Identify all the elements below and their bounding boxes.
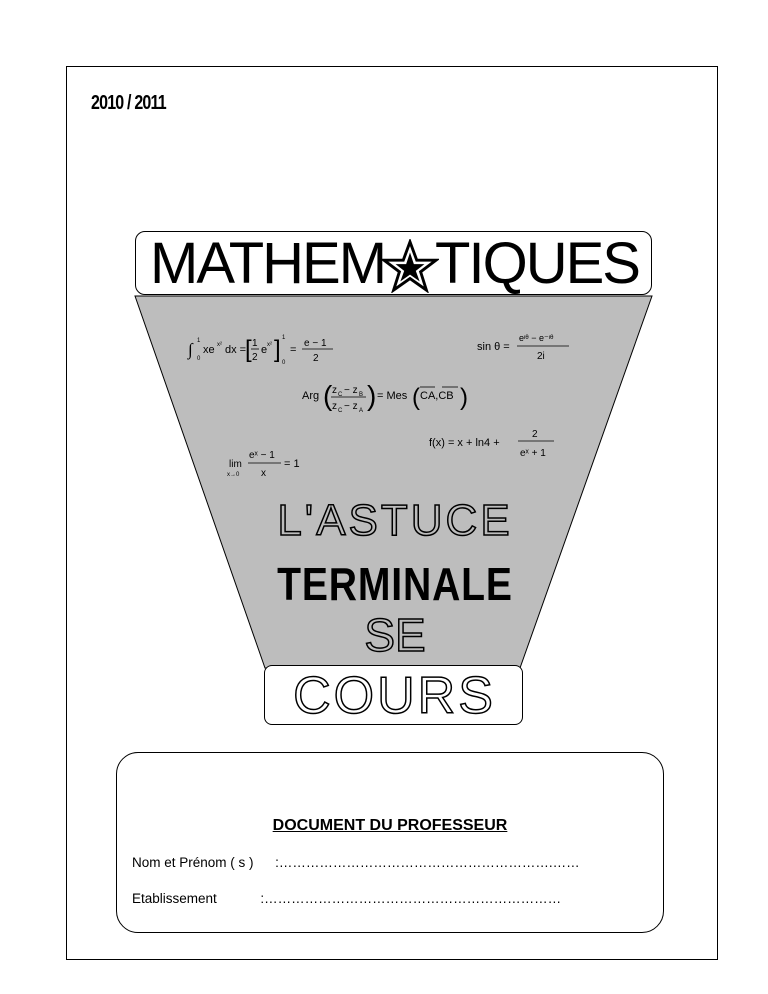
- svg-text:C: C: [338, 408, 343, 414]
- formula-integral: [188, 330, 338, 376]
- name-label: Nom et Prénom ( s ): [132, 855, 254, 870]
- svg-text:lim: lim: [229, 459, 242, 470]
- svg-text:xe: xe: [203, 344, 215, 356]
- svg-text:2: 2: [532, 429, 538, 440]
- title-part-1: MATHEM: [150, 231, 386, 296]
- svg-text:): ): [460, 384, 468, 411]
- formula-arg: [302, 378, 482, 422]
- subtitle-terminale: TERMINALE: [277, 558, 513, 610]
- svg-text:2: 2: [313, 353, 319, 364]
- svg-text:− z: − z: [344, 385, 358, 396]
- svg-text:f(x) = x + ln4 +: f(x) = x + ln4 +: [429, 437, 500, 449]
- name-field: [132, 855, 580, 870]
- svg-text:dx =: dx =: [225, 344, 247, 356]
- svg-text:sin θ =: sin θ =: [477, 341, 510, 353]
- svg-text:x²: x²: [267, 342, 272, 348]
- svg-text:2i: 2i: [537, 351, 545, 362]
- document-title: DOCUMENT DU PROFESSEUR: [272, 817, 508, 834]
- subtitle-se: SE: [364, 609, 426, 661]
- school-field: [132, 891, 561, 906]
- svg-text:1: 1: [252, 338, 258, 349]
- svg-text:∫: ∫: [188, 340, 193, 359]
- section-title: COURS: [293, 667, 496, 725]
- svg-text:C: C: [338, 392, 343, 398]
- name-dots: :…………………………………………………….……: [275, 855, 580, 870]
- svg-text:e: e: [261, 344, 268, 356]
- title-part-2: TIQUES: [435, 231, 639, 296]
- svg-text:eᶦᶿ − e⁻ᶦᶿ: eᶦᶿ − e⁻ᶦᶿ: [519, 333, 554, 343]
- svg-text:Arg: Arg: [302, 390, 320, 402]
- title-banner: [135, 231, 652, 295]
- svg-text:(: (: [412, 384, 420, 411]
- section-banner: [264, 665, 523, 725]
- svg-text:− z: − z: [344, 401, 358, 412]
- svg-text:CA,CB: CA,CB: [420, 390, 454, 402]
- svg-text:0: 0: [282, 360, 286, 366]
- svg-text:e − 1: e − 1: [304, 338, 327, 349]
- formula-sin: [477, 328, 577, 372]
- svg-text:eˣ + 1: eˣ + 1: [520, 448, 546, 459]
- svg-text:x²: x²: [217, 342, 222, 348]
- svg-text:A: A: [359, 408, 364, 414]
- svg-text:]: ]: [274, 336, 281, 363]
- formula-lim: [227, 446, 327, 490]
- svg-text:2: 2: [252, 352, 258, 363]
- svg-text:z: z: [332, 385, 337, 396]
- svg-text:= 1: = 1: [284, 458, 300, 470]
- formula-f: [429, 426, 559, 470]
- svg-text:): ): [367, 380, 377, 411]
- main-title: [136, 232, 653, 296]
- school-dots: :…………………………………………………………: [260, 891, 562, 906]
- svg-text:[: [: [245, 336, 252, 363]
- star-a-icon: [381, 239, 439, 293]
- svg-text:eˣ − 1: eˣ − 1: [249, 450, 275, 461]
- svg-text:1: 1: [282, 335, 286, 341]
- svg-text:= Mes: = Mes: [377, 390, 408, 402]
- svg-text:(: (: [323, 380, 333, 411]
- svg-text:B: B: [359, 392, 364, 398]
- svg-text:=: =: [290, 344, 297, 356]
- school-label: Etablissement: [132, 891, 217, 906]
- svg-text:x→0: x→0: [227, 472, 240, 478]
- svg-text:0: 0: [197, 356, 201, 362]
- svg-text:1: 1: [197, 338, 201, 344]
- school-year: 2010 / 2011: [91, 92, 166, 114]
- svg-text:z: z: [332, 401, 337, 412]
- svg-text:x: x: [261, 468, 266, 479]
- info-box: [116, 752, 664, 933]
- subtitle-astuce: L'ASTUCE: [277, 496, 513, 545]
